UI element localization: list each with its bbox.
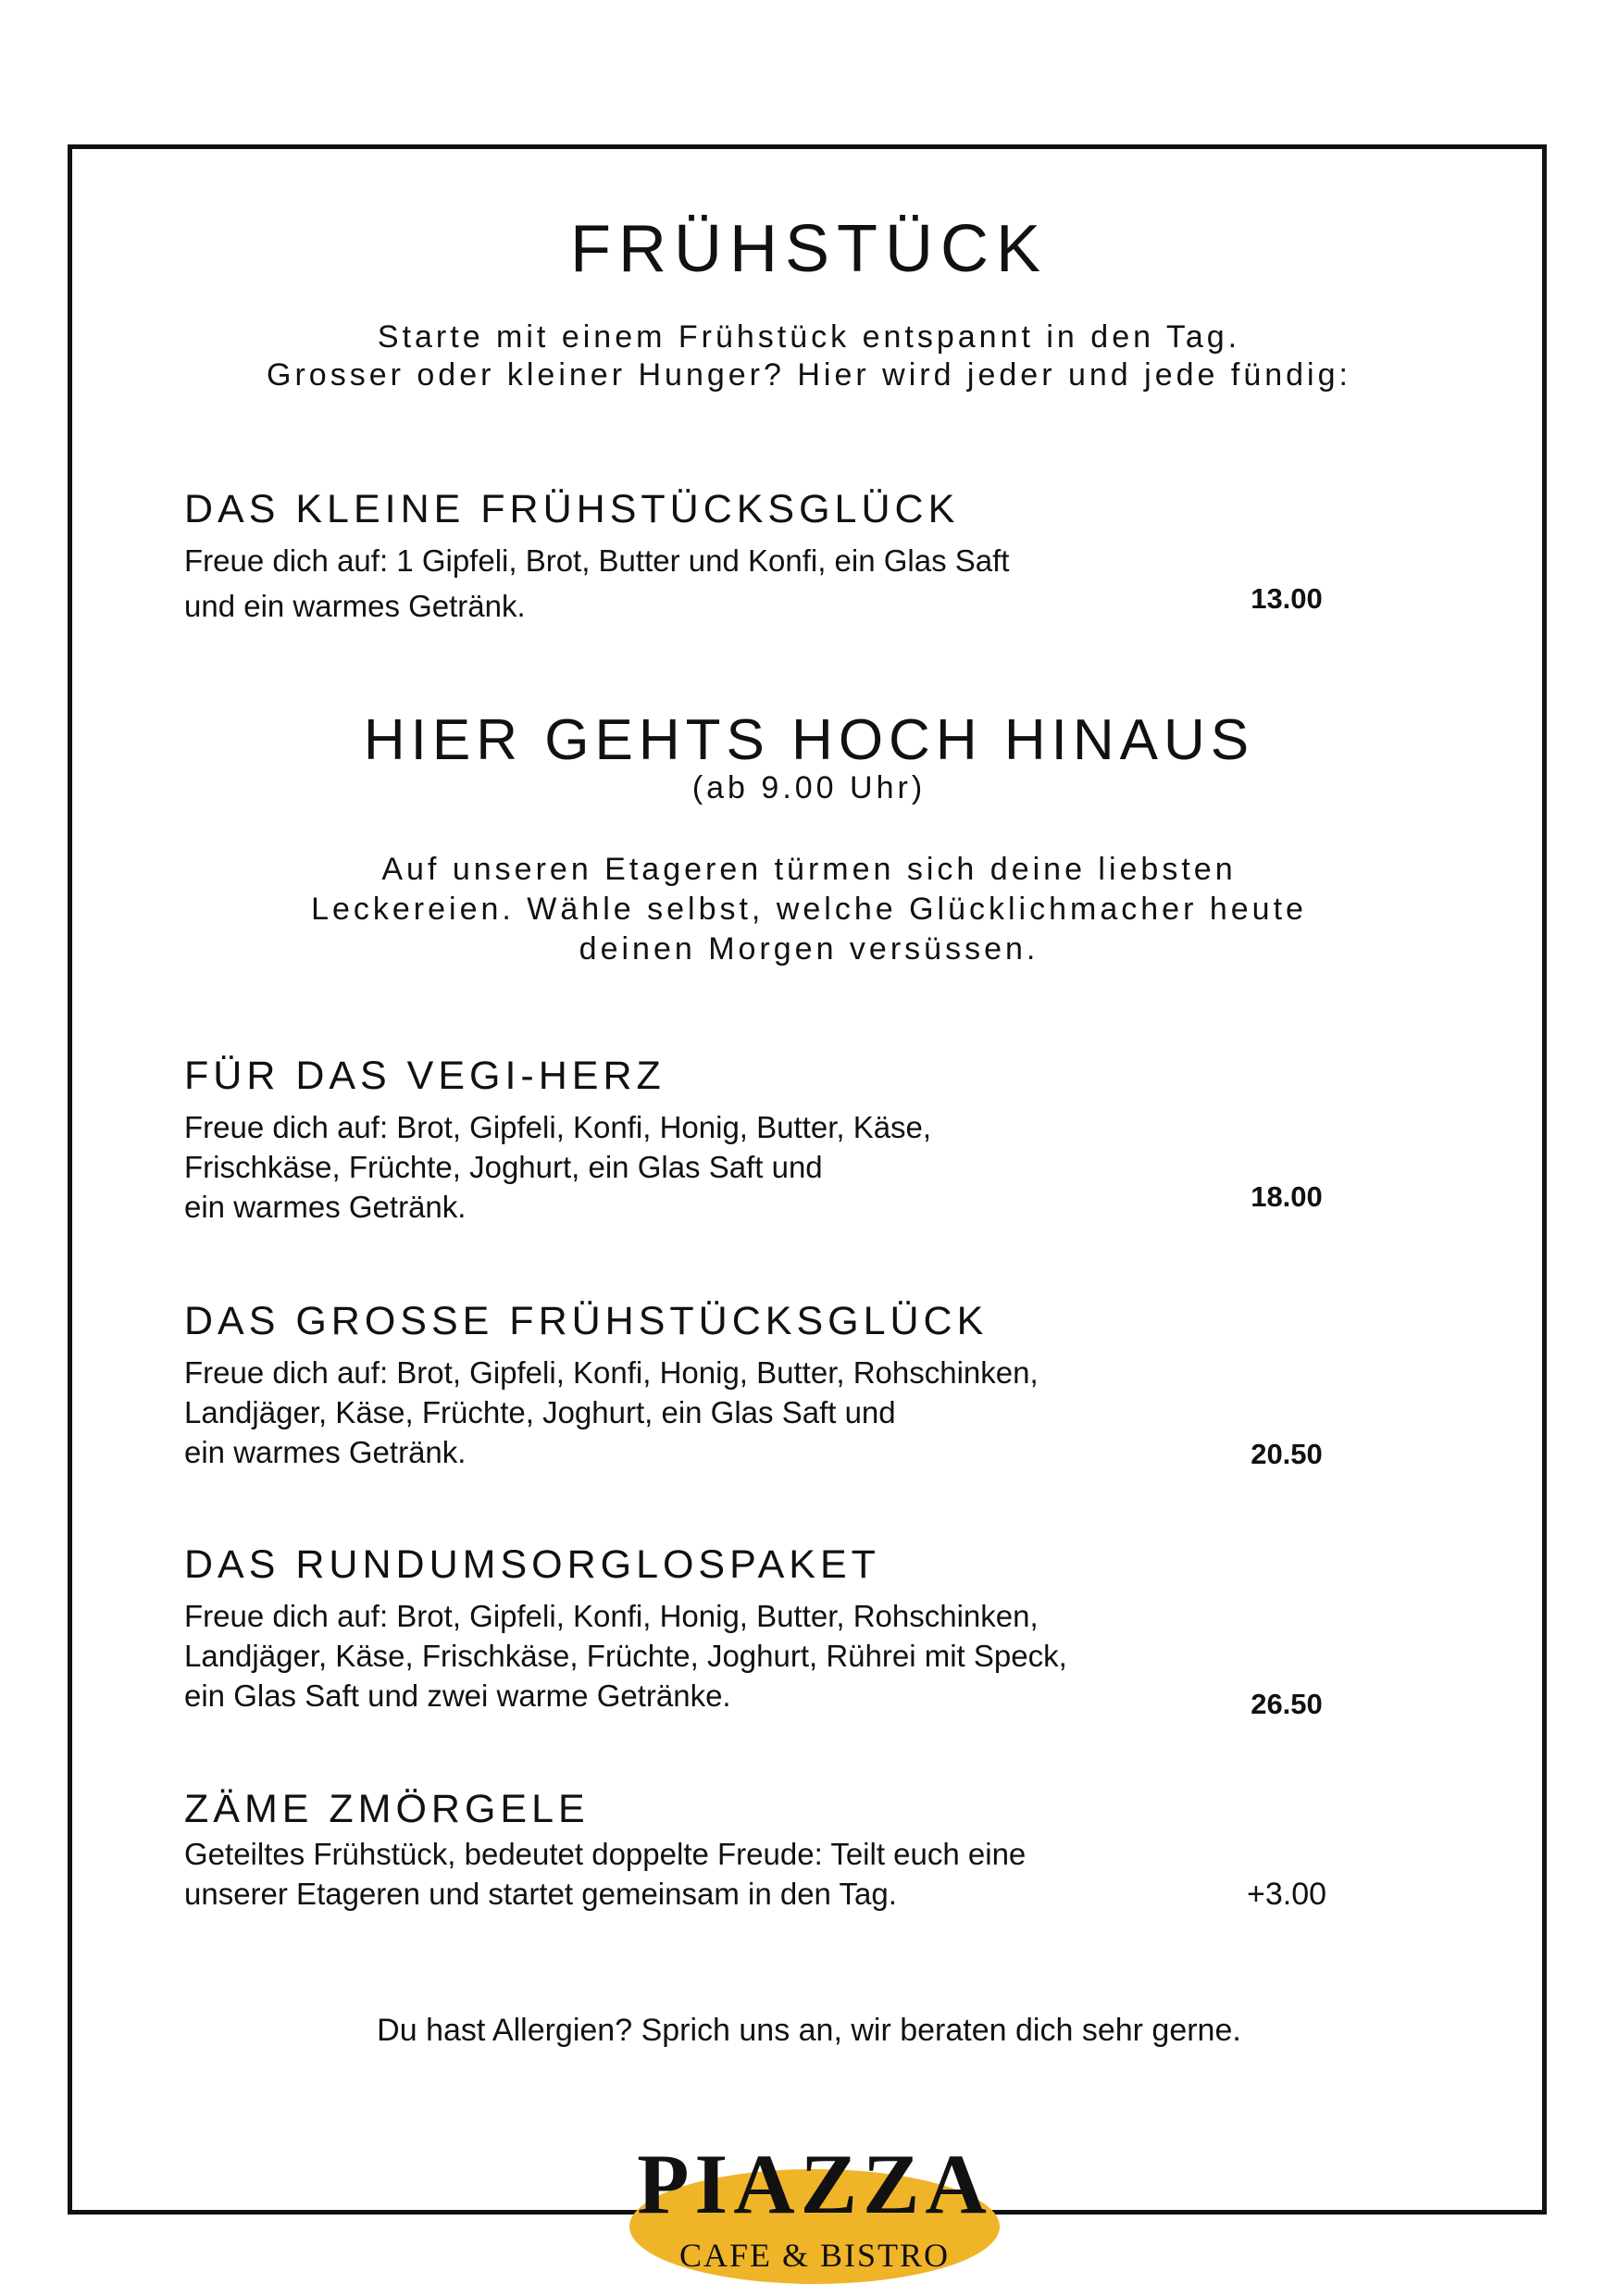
logo-wordmark: PIAZZA [637, 2137, 992, 2231]
intro-line: Starte mit einem Frühstück entspannt in den Tag. [377, 319, 1241, 355]
intro-text [0, 318, 1618, 394]
item-price: 26.50 [1251, 1688, 1323, 1720]
item-description-line: Freue dich auf: 1 Gipfeli, Brot, Butter und Konfi, ein Glas Saft [184, 543, 1010, 578]
item-description [184, 1353, 1110, 1472]
section-title-etageren: HIER GEHTS HOCH HINAUS [363, 708, 1255, 772]
item-description-line: ein warmes Getränk. [184, 1190, 467, 1224]
item-description [184, 1834, 1110, 1914]
item-description-line: ein Glas Saft und zwei warme Getränke. [184, 1678, 731, 1713]
piazza-logo [604, 2111, 1025, 2296]
item-name-grosse-fruehstuecksglueck: DAS GROSSE FRÜHSTÜCKSGLÜCK [184, 1299, 989, 1343]
section-description-line: deinen Morgen versüssen. [579, 931, 1039, 967]
section-description-line: Leckereien. Wähle selbst, welche Glücklichmacher heute [311, 892, 1307, 927]
item-description [184, 1107, 1110, 1227]
item-description-line: Freue dich auf: Brot, Gipfeli, Konfi, Honig, Butter, Rohschinken, [184, 1355, 1039, 1390]
item-description-line: Freue dich auf: Brot, Gipfeli, Konfi, Honig, Butter, Rohschinken, [184, 1599, 1039, 1633]
item-description [184, 1596, 1110, 1716]
item-description-line: unserer Etageren und startet gemeinsam in den Tag. [184, 1877, 897, 1911]
logo-tagline: CAFE & BISTRO [678, 2237, 951, 2274]
item-name-kleine-fruehstuecksglueck: DAS KLEINE FRÜHSTÜCKSGLÜCK [184, 487, 960, 531]
page-title: FRÜHSTÜCK [570, 212, 1048, 286]
item-description [184, 541, 1110, 626]
item-description-line: Geteiltes Frühstück, bedeutet doppelte Freude: Teilt euch eine [184, 1837, 1027, 1871]
section-description-line: Auf unseren Etageren türmen sich deine liebsten [381, 852, 1237, 887]
item-price: 13.00 [1251, 582, 1323, 615]
item-name-rundumsorglospaket: DAS RUNDUMSORGLOSPAKET [184, 1542, 880, 1587]
section-description [0, 850, 1618, 969]
item-description-line: Frischkäse, Früchte, Joghurt, ein Glas Saft und [184, 1150, 823, 1184]
item-name-zaeme-zmoergele: ZÄME ZMÖRGELE [184, 1787, 590, 1831]
item-description-line: Landjäger, Käse, Früchte, Joghurt, ein Glas Saft und [184, 1395, 896, 1429]
item-name-vegi-herz: FÜR DAS VEGI-HERZ [184, 1054, 666, 1098]
item-price: +3.00 [1246, 1877, 1327, 1912]
intro-line: Grosser oder kleiner Hunger? Hier wird jeder und jede fündig: [267, 357, 1351, 393]
item-price: 20.50 [1251, 1438, 1323, 1470]
allergy-note: Du hast Allergien? Sprich uns an, wir beraten dich sehr gerne. [377, 2013, 1241, 2048]
section-time-note: (ab 9.00 Uhr) [691, 770, 927, 805]
item-description-line: Freue dich auf: Brot, Gipfeli, Konfi, Honig, Butter, Käse, [184, 1110, 932, 1144]
item-description-line: ein warmes Getränk. [184, 1435, 467, 1469]
item-price: 18.00 [1251, 1180, 1323, 1213]
item-description-line: und ein warmes Getränk. [184, 589, 526, 623]
item-description-line: Landjäger, Käse, Frischkäse, Früchte, Joghurt, Rührei mit Speck, [184, 1639, 1067, 1673]
